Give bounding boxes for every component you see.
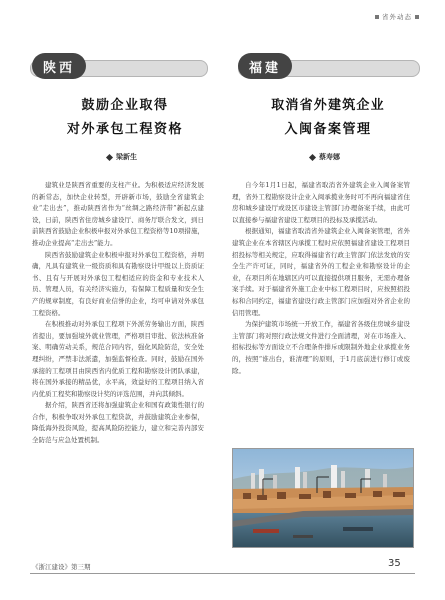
diamond-icon <box>309 153 316 160</box>
right-article-title <box>238 94 418 142</box>
paragraph: 据介绍，陕西省还将加强建筑企业和国有政策性银行的合作，积极争取对外承包工程贷款，并鼓励建筑企业参保，降低海外投资风险，提高风险防控能力，建立和完善内部安全防范与应急处置机制。 <box>32 401 204 445</box>
left-author <box>107 152 137 162</box>
right-title-line1: 取消省外建筑企业 <box>271 98 385 113</box>
diamond-icon <box>106 153 113 160</box>
harbor-photo-illustration <box>233 449 413 547</box>
left-region-badge: 陕西 <box>32 53 86 79</box>
paragraph: 陕西省鼓励建筑企业积极申报对外承包工程资格，并明确，凡具有建筑业一级资质和具有勘察设计甲级以上资质证书、且有与开展对外承包工程相适应的资金和专业技术人员、管理人员，有关经济实施力，有保障工程质量和安全生产的规章制度，有良好商业信誉的企业，均可申请对外承包工程资格。 <box>32 250 204 317</box>
left-article-title <box>40 94 210 142</box>
bullet-square-icon <box>375 15 379 19</box>
footer-divider <box>30 573 415 574</box>
right-title-line2: 入闽备案管理 <box>284 122 372 137</box>
harbor-city-photo <box>232 448 414 548</box>
left-title-line1: 鼓励企业取得 <box>81 98 169 113</box>
paragraph: 根据通知，福建省取消省外建筑企业入闽备案管理，省外建筑企业在本省辖区内承揽工程时应依照福建省建设工程项目招投标等相关规定，应取得福建省行政主管部门依法发放的安全生产许可证，同时，福建省外的工程企业和勘察设计的企业，在项目所在地辖区内可以直接提供项目服务，无需办理备案手续。对于福建省外施工企业中标工程项目时，应按照招投标和合同约定，福建省建设行政主管部门应加强对外省企业的信用管理。 <box>232 227 410 317</box>
section-tag-label: 省外动态 <box>382 13 412 21</box>
page-number: 35 <box>388 558 401 569</box>
left-article-body <box>32 180 204 447</box>
paragraph: 建筑业是陕西省重要的支柱产业。为积极适应经济发展的新常态，加快企业转型，开辟新市场，鼓励全省建筑企业“走出去”，推动陕西省作为“丝绸之路经济带”新起点建设，日前，陕西省住房城乡建设厅、商务厅联合发文，到日前陕西省鼓励企业积极申报对外承包工程资格等10项措施，推动企业提高“走出去”能力。 <box>32 181 204 247</box>
left-author-name: 梁新生 <box>116 152 137 161</box>
right-author <box>310 152 340 162</box>
right-region-badge: 福建 <box>238 53 292 79</box>
right-author-name: 蔡寿娜 <box>319 152 340 161</box>
section-tag <box>375 12 419 21</box>
paragraph: 自今年1月1日起，福建省取消省外建筑企业入闽备案管理，省外工程勘察设计企业入闽承揽业务时可不再向福建省住房和城乡建设厅或设区市建设主管部门办理备案手续，由此可以直接参与福建省建设工程项目的投标及承揽活动。 <box>232 181 410 224</box>
right-article-body <box>232 180 410 377</box>
paragraph: 为保护建筑市场统一开放工作，福建省各级住房城乡建设主管部门将对照行政法规文件进行全面清理，对在市场准入、招标投标等方面设立不合理条件排斥或限制外地企业承揽业务的，按照“谁出台，谁清理”的原则，于1月底前进行修订或废除。 <box>232 320 410 375</box>
left-title-line2: 对外承包工程资格 <box>66 122 183 137</box>
bullet-square-icon <box>415 15 419 19</box>
journal-name: 《浙江建设》第三期 <box>32 563 91 571</box>
paragraph: 在积极推动对外承包工程项下外派劳务输出方面，陕西省提出，要加强境外就业管理，严格项目审批、依法核准备案、明确劳动关系，规范合同内容，强化风险防范，安全处理纠纷，严禁非法派遣，加强监督检查。同时，鼓励在国外承接的工程项目由陕西省内优质工程和勘察设计团队承建，将在国外承接的精品优，水平高，效益好的工程项目纳入省内优质工程奖和勘察设计奖的评选范围，并向其倾斜。 <box>32 320 204 398</box>
